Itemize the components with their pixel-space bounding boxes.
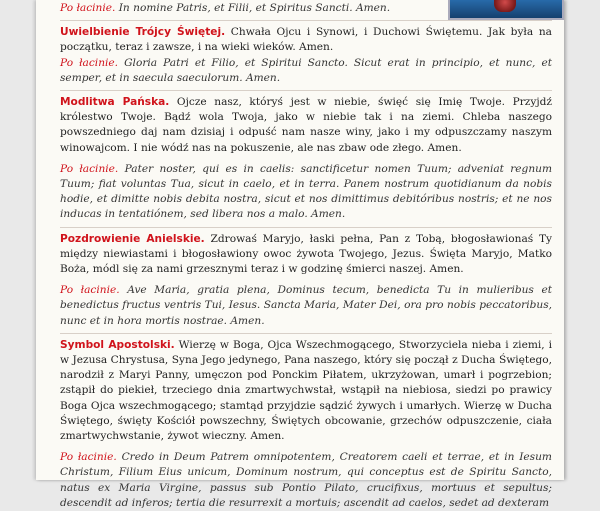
hail-mary-polish <box>60 232 552 278</box>
our-father-latin <box>60 162 552 223</box>
latin-text: Credo in Deum Patrem omnipotentem, Creatorem caeli et terrae, et in Iesum Christum, Filium Eius unicum, Dominum nostrum, qui conceptus est de Spiritu Sancto, natus ex Maria Virgine, passus sub Pontio Pilato, crucifixus, mortuus et sepultus; descendit ad inferos; tertia die resurrexit a mortuis; ascendit ad caelos, sedet ad dexteram <box>60 451 552 509</box>
hail-mary-latin <box>60 283 552 329</box>
divider <box>60 333 552 334</box>
section-heading: Uwielbienie Trójcy Świętej. <box>60 26 226 39</box>
latin-text: Gloria Patri et Filio, et Spiritui Sancto. Sicut erat in principio, et nunc, et semper, et in saecula saeculorum. Amen. <box>60 56 552 84</box>
divider <box>60 90 552 91</box>
glory-be-polish <box>60 25 552 55</box>
latin-text: In nomine Patris, et Filii, et Spiritus Sancti. Amen. <box>118 2 391 14</box>
creed-polish <box>60 338 552 444</box>
section-text: Ojcze nasz, któryś jest w niebie, święć się Imię Twoje. Przyjdź królestwo Twoje. Bądź wola Twoja, jako w niebie tak i na ziemi. Chleba naszego powszedniego daj nam dzisiaj i odpuść nam nasze winy, jako i my odpuszczamy naszym winowajcom. I nie wódź nas na pokuszenie, ale nas zbaw ode złego. Amen. <box>60 96 552 154</box>
card-text <box>60 0 552 511</box>
section-heading: Pozdrowienie Anielskie. <box>60 232 205 245</box>
section-text: Chwała Ojcu i Synowi, i Duchowi Świętemu. Jak była na początku, teraz i zawsze, i na wieki wieków. Amen. <box>60 26 552 54</box>
our-father-polish <box>60 95 552 156</box>
latin-label: Po łacinie. <box>60 2 116 14</box>
latin-label: Po łacinie. <box>60 284 120 297</box>
glory-be-latin <box>60 56 552 86</box>
creed-latin <box>60 450 552 511</box>
section-text: Zdrowaś Maryjo, łaski pełna, Pan z Tobą, błogosławionaś Ty między niewiastami i błogosławiony owoc żywota Twojego, Jezus. Święta Maryjo, Matko Boża, módl się za nami grzesznymi teraz i w godzinę śmierci naszej. Amen. <box>60 232 553 276</box>
latin-text: Ave Maria, gratia plena, Dominus tecum, benedicta Tu in mulieribus et benedictus fructus ventris Tui, Iesus. Sancta Maria, Mater Dei, ora pro nobis peccatoribus, nunc et in hora mortis nostrae. Amen. <box>60 284 553 327</box>
latin-label: Po łacinie. <box>60 451 117 464</box>
latin-label: Po łacinie. <box>60 162 119 175</box>
latin-label: Po łacinie. <box>60 56 119 69</box>
section-heading: Symbol Apostolski. <box>60 338 175 351</box>
latin-text: Pater noster, qui es in caelis: sanctificetur nomen Tuum; adveniat regnum Tuum; fiat voluntas Tua, sicut in caelo, et in terra. Panem nostrum quotidianum da nobis hodie, et dimitte nobis debita nostra, sicut et nos dimittimus debitóribus nostris; et ne nos inducas in tentatiónem, sed libera nos a malo. Amen. <box>60 162 553 221</box>
sign-of-cross-latin <box>60 1 440 16</box>
divider <box>60 20 552 21</box>
divider <box>60 227 552 228</box>
section-text: Wierzę w Boga, Ojca Wszechmogącego, Stworzyciela nieba i ziemi, i w Jezusa Chrystusa, Syna Jego jedynego, Pana naszego, który się począł z Ducha Świętego, narodził z Maryi Panny, umęczon pod Ponckim Piłatem, ukrzyżowan, umarł i pogrzebion; zstąpił do piekieł, trzeciego dnia zmartwychwstał, wstąpił na niebiosa, siedzi po prawicy Boga Ojca wszechmogącego; stamtąd przyjdzie sądzić żywych i umarłych. Wierzę w Ducha Świętego, święty Kościół powszechny, Świętych obcowanie, grzechów odpuszczenie, ciała zmartwychwstanie, żywot wieczny. Amen. <box>60 338 552 443</box>
prayer-card <box>36 0 564 509</box>
section-heading: Modlitwa Pańska. <box>60 96 170 109</box>
